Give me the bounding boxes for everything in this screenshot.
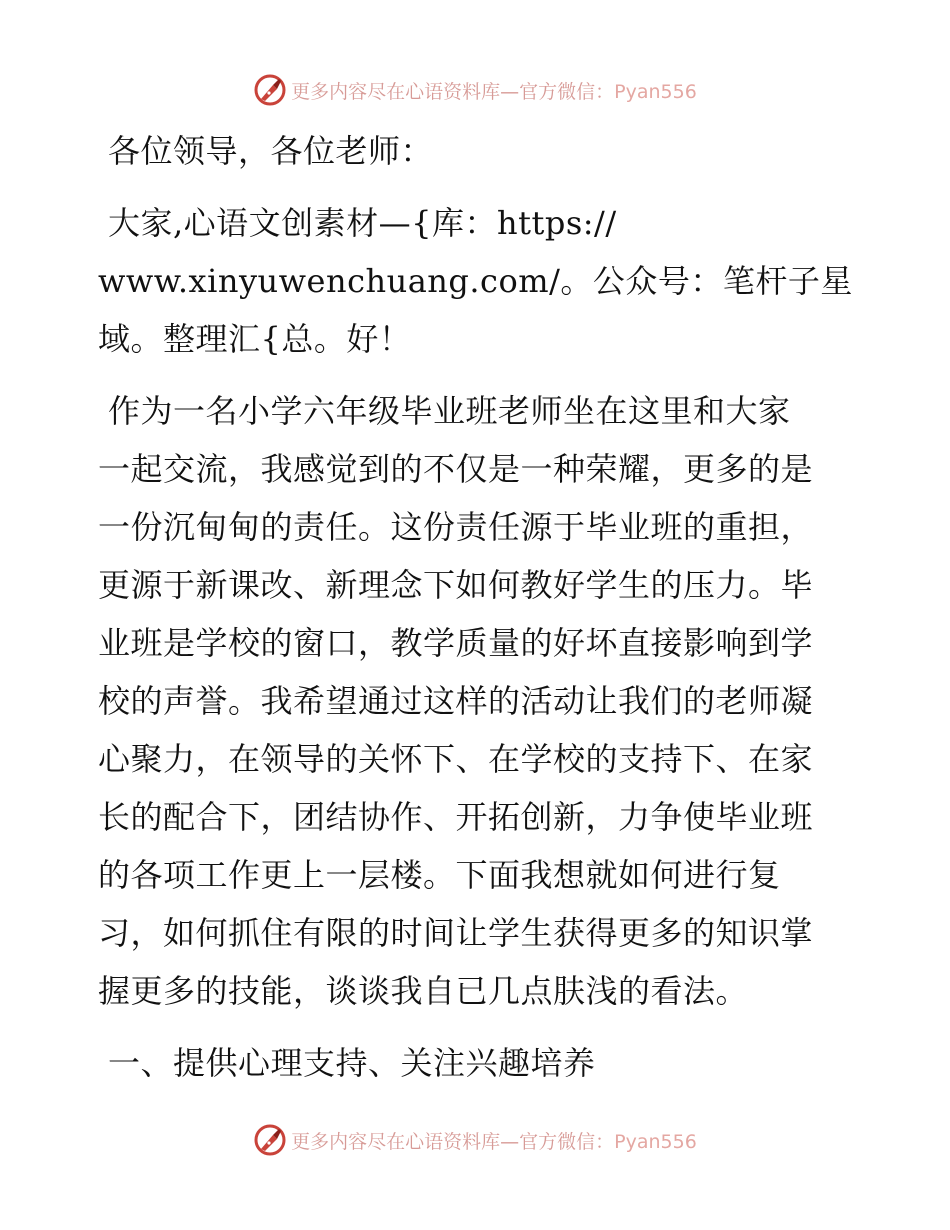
body-line: 习，如何抓住有限的时间让学生获得更多的知识掌 [98, 914, 814, 952]
pen-nib-logo-icon [253, 73, 287, 107]
body-line: 校的声誉。我希望通过这样的活动让我们的老师凝 [98, 682, 814, 720]
body-line: 作为一名小学六年级毕业班老师坐在这里和大家 [108, 392, 791, 430]
watermark-text [291, 77, 697, 104]
header-watermark [0, 70, 950, 110]
watermark-wechat-id: Pyan556 [614, 1130, 697, 1153]
body-line: 的各项工作更上一层楼。下面我想就如何进行复 [98, 856, 781, 894]
footer-watermark [0, 1120, 950, 1160]
salutation: 各位领导，各位老师： [108, 132, 434, 170]
watermark-wechat-id: Pyan556 [614, 80, 697, 103]
section-heading: 一、提供心理支持、关注兴趣培养 [108, 1044, 596, 1082]
body-line: 心聚力，在领导的关怀下、在学校的支持下、在家 [98, 740, 814, 778]
watermark-promo: 更多内容尽在心语资料库—官方微信： [291, 80, 615, 103]
body-line: 一份沉甸甸的责任。这份责任源于毕业班的重担， [98, 508, 814, 546]
intro-line-1: 大家,心语文创素材—{库：https:// [108, 204, 617, 242]
body-line: 握更多的技能，谈谈我自已几点肤浅的看法。 [98, 972, 749, 1010]
body-line: 更源于新课改、新理念下如何教好学生的压力。毕 [98, 566, 814, 604]
intro-paragraph [98, 194, 858, 368]
watermark-promo: 更多内容尽在心语资料库—官方微信： [291, 1130, 615, 1153]
body-line: 业班是学校的窗口，教学质量的好坏直接影响到学 [98, 624, 814, 662]
pen-nib-logo-icon [253, 1123, 287, 1157]
body-line: 一起交流，我感觉到的不仅是一种荣耀，更多的是 [98, 450, 814, 488]
watermark-text [291, 1127, 697, 1154]
document-body [98, 122, 858, 1092]
body-line: 长的配合下，团结协作、开拓创新，力争使毕业班 [98, 798, 814, 836]
intro-line-3: 域。整理汇{总。好！ [98, 320, 412, 358]
intro-line-2: www.xinyuwenchuang.com/。公众号：笔杆子星 [98, 262, 853, 300]
main-paragraph [98, 382, 858, 1020]
